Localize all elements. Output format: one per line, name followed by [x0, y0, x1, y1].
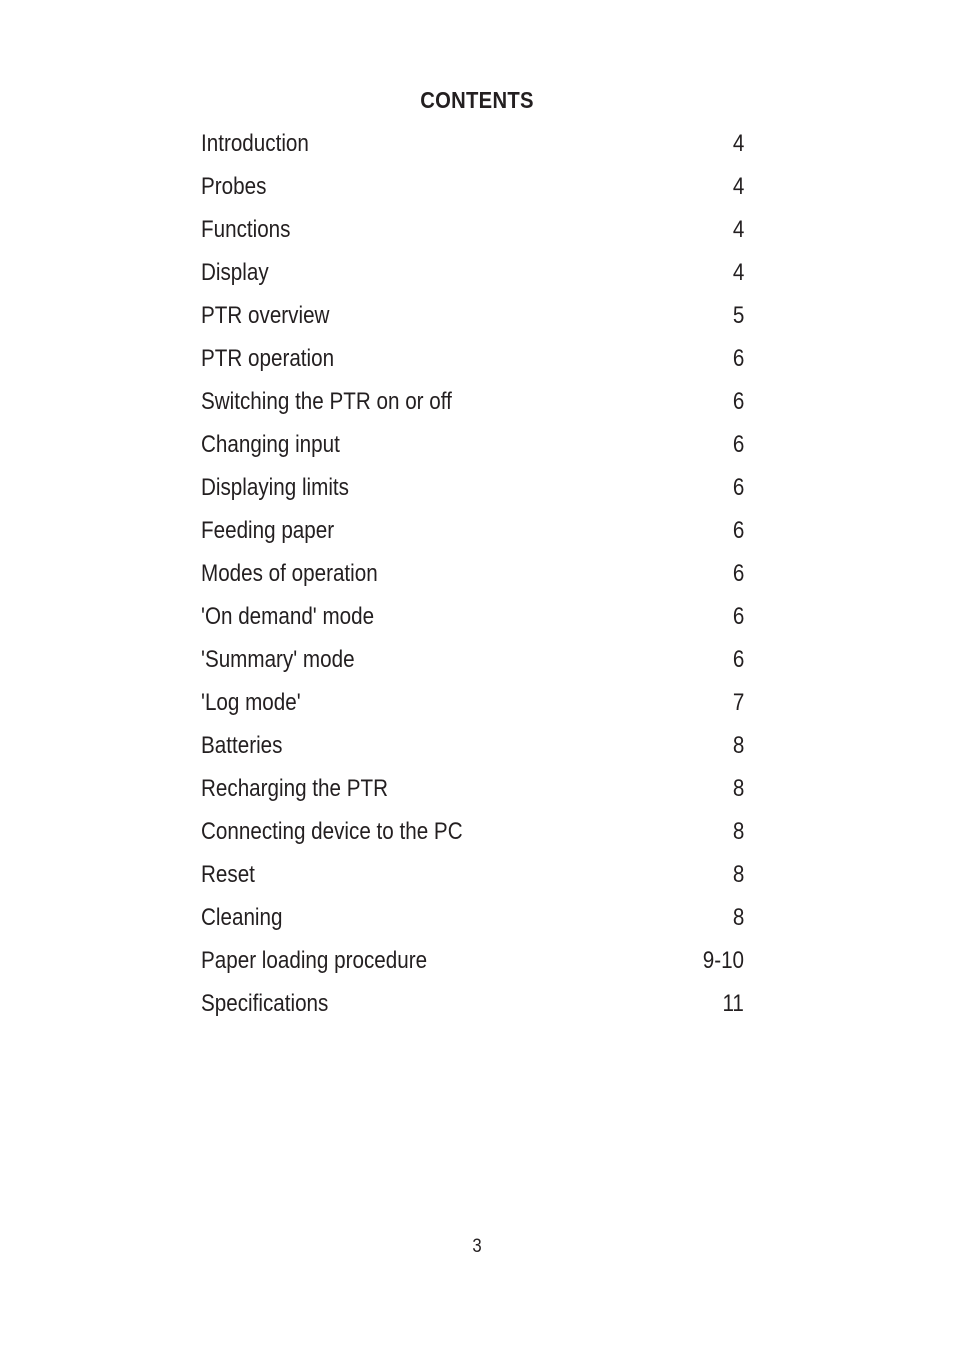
toc-entry[interactable] — [201, 423, 744, 466]
toc-entry-page: 8 — [732, 774, 744, 802]
toc-entry-title: Changing input — [201, 430, 340, 458]
toc-entry-page: 7 — [732, 688, 744, 716]
toc-entry[interactable] — [201, 509, 744, 552]
toc-entry-title: Probes — [201, 172, 267, 200]
toc-entry-title: 'Summary' mode — [201, 645, 355, 673]
toc-entry-title: PTR operation — [201, 344, 335, 372]
toc-entry-page: 6 — [732, 344, 744, 372]
toc-entry-title: Modes of operation — [201, 559, 378, 587]
toc-entry-title: Displaying limits — [201, 473, 349, 501]
toc-entry[interactable] — [201, 896, 744, 939]
toc-entry-page: 9-10 — [702, 946, 744, 974]
toc-entry-page: 4 — [732, 215, 744, 243]
toc-entry-title: Specifications — [201, 989, 329, 1017]
toc-entry-title: PTR overview — [201, 301, 330, 329]
toc-entry-title: Recharging the PTR — [201, 774, 389, 802]
toc-entry-title: 'On demand' mode — [201, 602, 375, 630]
contents-heading: CONTENTS — [420, 87, 534, 113]
toc-entry[interactable] — [201, 724, 744, 767]
toc-entry-page: 6 — [732, 602, 744, 630]
toc-entry[interactable] — [201, 294, 744, 337]
toc-entry[interactable] — [201, 466, 744, 509]
toc-entry-title: Display — [201, 258, 269, 286]
toc-entry-page: 5 — [732, 301, 744, 329]
toc-entry-title: Reset — [201, 860, 255, 888]
toc-entry[interactable] — [201, 380, 744, 423]
toc-entry-title: Batteries — [201, 731, 283, 759]
toc-entry-page: 6 — [732, 516, 744, 544]
toc-entry-page: 6 — [732, 430, 744, 458]
toc-entry-title: Feeding paper — [201, 516, 335, 544]
toc-entry[interactable] — [201, 251, 744, 294]
toc-entry-title: Paper loading procedure — [201, 946, 428, 974]
toc-entry[interactable] — [201, 552, 744, 595]
toc-entry[interactable] — [201, 982, 744, 1025]
toc-entry-page: 4 — [732, 172, 744, 200]
toc-entry[interactable] — [201, 853, 744, 896]
toc-entry-page: 6 — [732, 559, 744, 587]
toc-entry-title: Introduction — [201, 129, 309, 157]
toc-entry[interactable] — [201, 165, 744, 208]
toc-entry[interactable] — [201, 681, 744, 724]
toc-entry-page: 8 — [732, 860, 744, 888]
toc-entry-page: 6 — [732, 387, 744, 415]
toc-entry-page: 4 — [732, 129, 744, 157]
toc-entry-page: 8 — [732, 817, 744, 845]
toc-entry[interactable] — [201, 208, 744, 251]
toc-entry-page: 4 — [732, 258, 744, 286]
toc-entry[interactable] — [201, 595, 744, 638]
toc-entry[interactable] — [201, 122, 744, 165]
toc-entry-page: 6 — [732, 473, 744, 501]
toc-entry-title: Switching the PTR on or off — [201, 387, 452, 415]
toc-entry-title: Cleaning — [201, 903, 283, 931]
toc-entry-title: Functions — [201, 215, 291, 243]
toc-entry-page: 6 — [732, 645, 744, 673]
toc-entry-title: 'Log mode' — [201, 688, 301, 716]
page-number: 3 — [472, 1236, 482, 1257]
toc-entry[interactable] — [201, 767, 744, 810]
toc-entry-page: 8 — [732, 731, 744, 759]
toc-entry[interactable] — [201, 939, 744, 982]
toc-entry-page: 8 — [732, 903, 744, 931]
toc-entry[interactable] — [201, 638, 744, 681]
table-of-contents — [201, 122, 744, 1025]
toc-entry-page: 11 — [722, 989, 744, 1017]
toc-entry[interactable] — [201, 810, 744, 853]
toc-entry-title: Connecting device to the PC — [201, 817, 463, 845]
toc-entry[interactable] — [201, 337, 744, 380]
